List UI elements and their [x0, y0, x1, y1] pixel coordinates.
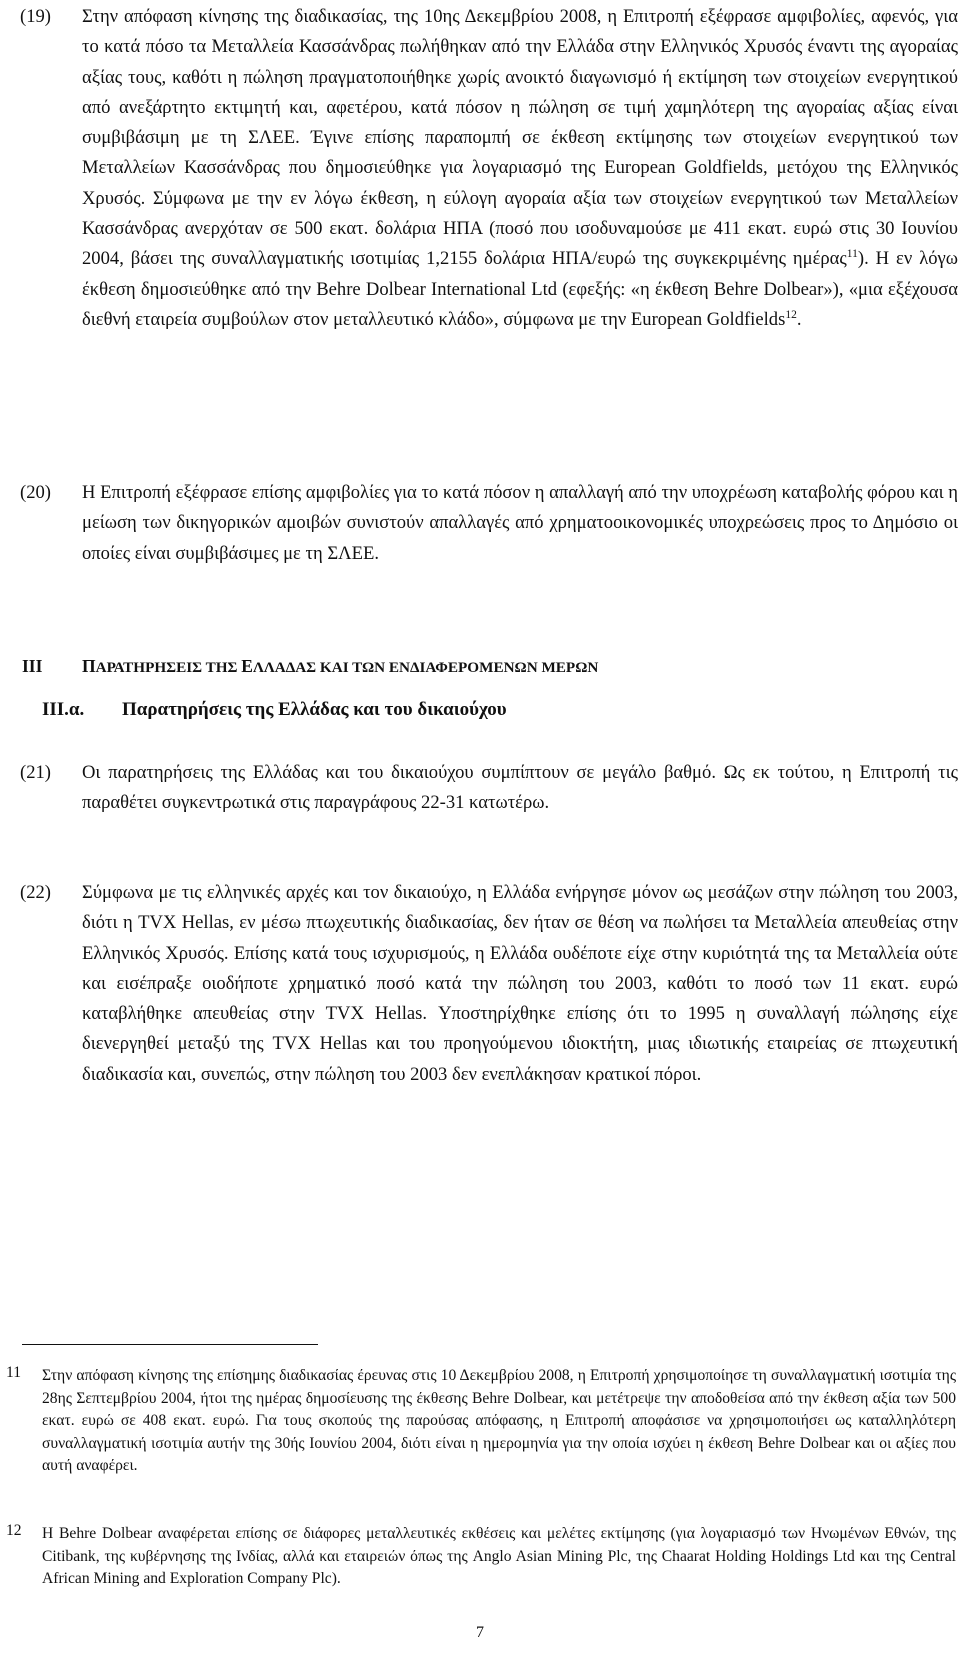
footnote-reference[interactable]: 11: [846, 248, 858, 261]
paragraph-text: Στην απόφαση κίνησης της διαδικασίας, της 10ης Δεκεμβρίου 2008, η Επιτροπή εξέφρασε αμφιβολίες, αφενός, για το κατά πόσο τα Μεταλλεία Κασσάνδρας πωλήθηκαν από την Ελλάδα στην Ελληνικός Χρυσός έναντι της αγοραίας αξίας τους, καθότι η πώληση πραγματοποιήθηκε χωρίς ανοικτό διαγωνισμό ή εκτίμηση των στοιχείων ενεργητικού από ανεξάρτητο εκτιμητή και, αφετέρου, κατά πόσον η πώληση σε τιμή χαμηλότερη της αγοραίας αξίας είναι συμβιβάσιμη με τη ΣΛΕΕ. Έγινε επίσης παραπομπή σε έκθεση εκτίμησης των στοιχείων ενεργητικού των Μεταλλείων Κασσάνδρας που δημοσιεύθηκε για λογαριασμό της European Goldfields, μετόχου της Ελληνικός Χρυσός. Σύμφωνα με την εν λόγω έκθεση, η εύλογη αγοραία αξία των στοιχείων ενεργητικού των Μεταλλείων Κασσάνδρας ανερχόταν σε 500 εκατ. δολάρια ΗΠΑ (ποσό που ισοδυναμούσε με 411 εκατ. ευρώ στις 30 Ιουνίου 2004, βάσει της συναλλαγματικής ισοτιμίας 1,2155 δολάρια ΗΠΑ/ευρώ της συγκεκριμένης ημέρας: [82, 6, 958, 270]
paragraph-number: (22): [20, 882, 51, 903]
paragraph-number: (21): [20, 762, 51, 783]
footnote-number: 12: [6, 1522, 22, 1539]
paragraph-text: ). Η εν λόγω έκθεση δημοσιεύθηκε από την Behre Dolbear International Ltd (εφεξής: «η έκθεση Behre Dolbear»), «μια εξέχουσα διεθνή εταιρεία συμβούλων στον μεταλλευτικό κλάδο», σύμφωνα με την European Goldfields: [82, 248, 958, 330]
subsection-number: III.α.: [42, 699, 85, 720]
footnote-text: Η Behre Dolbear αναφέρεται επίσης σε διάφορες μεταλλευτικές εκθέσεις και μελέτες εκτίμησης (για λογαριασμό των Ηνωμένων Εθνών, της Citibank, της κυβέρνησης της Ινδίας, αλλά και εταιρειών όπως της Anglo Asian Mining Plc, της Chaarat Holding Holdings Ltd και της Central African Mining and Exploration Company Plc).: [42, 1525, 956, 1588]
paragraph-number: (20): [20, 482, 51, 503]
footnote-reference[interactable]: 12: [785, 308, 797, 321]
paragraph-text: .: [796, 308, 802, 330]
paragraph-body: Οι παρατηρήσεις της Ελλάδας και του δικαιούχου συμπίπτουν σε μεγάλο βαθμό. Ως εκ τούτου, η Επιτροπή τις παραθέτει συγκεντρωτικά στις παραγράφους 22-31 κατωτέρω.: [82, 762, 958, 814]
paragraph-body: Σύμφωνα με τις ελληνικές αρχές και τον δικαιούχο, η Ελλάδα ενήργησε μόνον ως μεσάζων στην πώληση του 2003, διότι η TVX Hellas, εν μέσω πτωχευτικής διαδικασίας, δεν ήταν σε θέση να πωλήσει τα Μεταλλεία απευθείας στην Ελληνικός Χρυσός. Επίσης κατά τους ισχυρισμούς, η Ελλάδα ουδέποτε είχε στην κυριότητά της τα Μεταλλεία ούτε και εισέπραξε οιοδήποτε χρηματικό ποσό κατά την πώληση του 2003, καθότι το ποσό των 11 εκατ. ευρώ καταβλήθηκε απευθείας στην TVX Hellas. Υποστηρίχθηκε επίσης ότι το 1995 η συναλλαγή πώλησης είχε διενεργηθεί μεταξύ της TVX Hellas και του προηγούμενου ιδιοκτήτη, μιας ιδιωτικής εταιρείας σε πτωχευτική διαδικασία και, συνεπώς, στην πώληση του 2003 δεν ενεπλάκησαν κρατικοί πόροι.: [82, 882, 958, 1085]
section-number: III: [22, 656, 43, 676]
footnote-separator: [22, 1344, 318, 1345]
paragraph-19: [20, 2, 960, 335]
paragraph-22: [20, 878, 960, 1090]
paragraph-number: (19): [20, 6, 51, 27]
paragraph-21: [20, 758, 960, 819]
footnote-12: [6, 1523, 956, 1591]
section-title: ΠΑΡΑΤΗΡΗΣΕΙΣ ΤΗΣ ΕΛΛΑΔΑΣ ΚΑΙ ΤΩΝ ΕΝΔΙΑΦΕΡΟΜΕΝΩΝ ΜΕΡΩΝ: [82, 656, 599, 676]
footnote-text: Στην απόφαση κίνησης της επίσημης διαδικασίας έρευνας στις 10 Δεκεμβρίου 2008, η Επιτροπή χρησιμοποίησε τη συναλλαγματική ισοτιμία της 28ης Σεπτεμβρίου 2004, ήτοι της ημέρας δημοσίευσης της έκθεσης Behre Dolbear, και μετέτρεψε την αποδοθείσα από την έκθεση αξία των 500 εκατ. ευρώ σε 408 εκατ. ευρώ. Για τους σκοπούς της παρούσας απόφασης, η Επιτροπή αποφάσισε να χρησιμοποιήσει ως καταλληλότερη συναλλαγματική ισοτιμία αυτήν της 30ής Ιουνίου 2004, διότι είναι η ημερομηνία για την οποία ισχύει η έκθεση Behre Dolbear και οι αξίες που αυτή αναφέρει.: [42, 1367, 956, 1475]
paragraph-body: Η Επιτροπή εξέφρασε επίσης αμφιβολίες για το κατά πόσον η απαλλαγή από την υποχρέωση καταβολής φόρου και η μείωση των δικηγορικών αμοιβών συνιστούν απαλλαγές από χρηματοοικονομικές υποχρεώσεις προς το Δημόσιο οι οποίες είναι συμβιβάσιμες με τη ΣΛΕΕ.: [82, 482, 958, 564]
page-number: 7: [476, 1624, 484, 1641]
footnote-number: 11: [6, 1364, 22, 1381]
subsection-title: Παρατηρήσεις της Ελλάδας και του δικαιούχου: [122, 699, 507, 720]
paragraph-body: [82, 2, 958, 335]
paragraph-20: [20, 478, 960, 569]
footnote-11: [6, 1365, 956, 1478]
